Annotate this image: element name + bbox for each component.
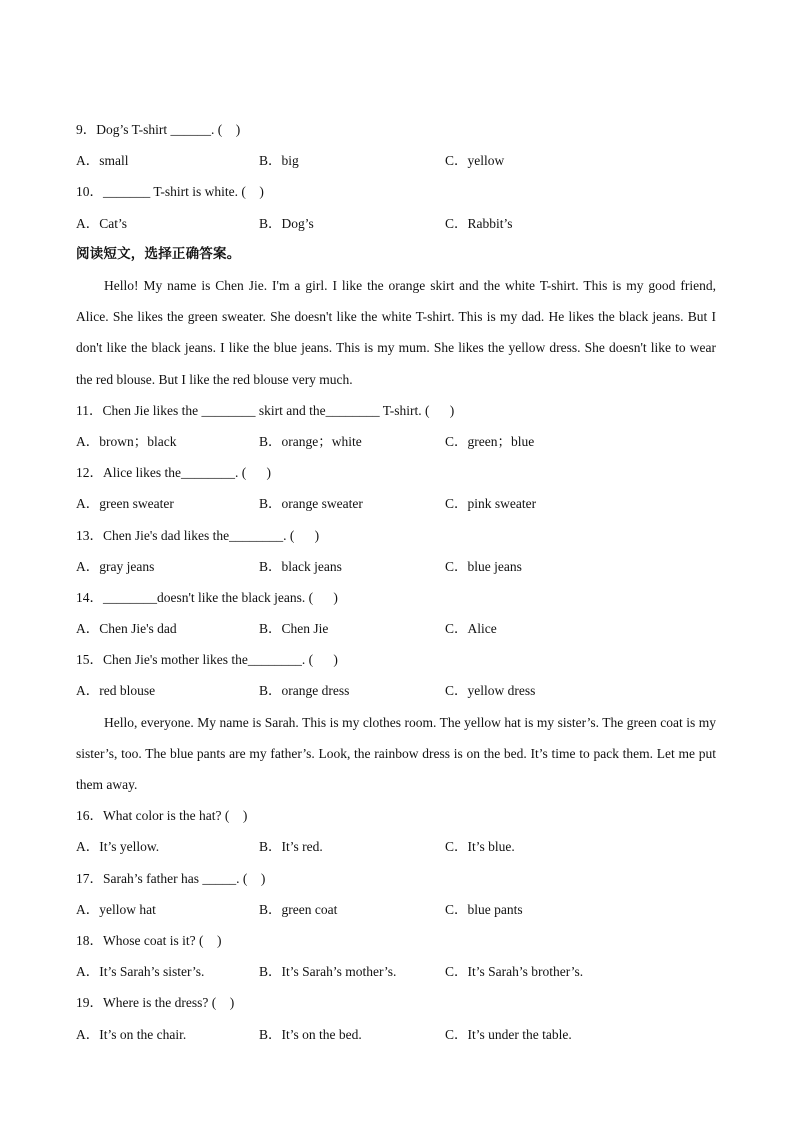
question-11: 11．Chen Jie likes the ________ skirt and the________ T-shirt. ( ) [76,402,455,418]
question-12: 12．Alice likes the________. ( ) [76,465,271,481]
option-a: A．yellow hat [76,901,156,917]
option-b: B．orange sweater [259,496,363,512]
option-c: C．yellow dress [445,683,536,699]
question-10: 10．_______ T-shirt is white. ( ) [76,184,264,200]
option-c: C．yellow [445,153,505,169]
option-b: B．Chen Jie [259,621,329,637]
options-row-15 [76,675,718,706]
option-c: C．It’s blue. [445,839,515,855]
question-14: 14．________doesn't like the black jeans. ( ) [76,589,338,605]
reading-section-heading: 阅读短文，选择正确答案。 [76,245,241,262]
options-row-17 [76,894,718,925]
option-a: A．red blouse [76,683,156,699]
option-a: A．gray jeans [76,558,155,574]
option-c: C．blue pants [445,901,523,917]
reading-passage-2: Hello, everyone. My name is Sarah. This is my clothes room. The yellow hat is my sister’s. The green coat is my sister’s, too. The blue pants are my father’s. Look, the rainbow dress is on the bed. It’s time to pack them. Let me put them away. [76,714,716,793]
option-c: C．pink sweater [445,496,537,512]
page-content [76,114,718,1050]
option-b: B．It’s on the bed. [259,1026,362,1042]
options-row-14 [76,613,718,644]
question-9: 9．Dog’s T-shirt ______. ( ) [76,122,241,137]
options-row-11 [76,426,718,457]
question-18: 18．Whose coat is it? ( ) [76,932,222,948]
option-a: A．brown；black [76,433,177,449]
options-row-16 [76,831,718,862]
option-a: A．It’s yellow. [76,839,160,855]
question-17: 17．Sarah’s father has _____. ( ) [76,870,266,886]
question-13: 13．Chen Jie's dad likes the________. ( ) [76,527,320,543]
option-b: B．orange；white [259,433,362,449]
option-b: B．black jeans [259,558,342,574]
option-a: A．It’s on the chair. [76,1026,187,1042]
option-a: A．It’s Sarah’s sister’s. [76,964,205,980]
options-row-18 [76,956,718,987]
option-b: B．orange dress [259,683,350,699]
option-a: A．small [76,153,129,169]
options-row-13 [76,551,718,582]
option-c: C．Alice [445,621,497,637]
option-c: C．It’s Sarah’s brother’s. [445,964,584,980]
options-row-19 [76,1019,718,1050]
option-b: B．It’s red. [259,839,323,855]
option-c: C．Rabbit’s [445,215,513,231]
question-15: 15．Chen Jie's mother likes the________. ( ) [76,652,338,668]
option-b: B．green coat [259,901,338,917]
option-b: B．It’s Sarah’s mother’s. [259,964,397,980]
options-row-9 [76,145,718,176]
option-b: B．big [259,153,299,169]
question-16: 16．What color is the hat? ( ) [76,808,248,824]
option-a: A．Cat’s [76,215,128,231]
option-c: C．green；blue [445,433,535,449]
option-b: B．Dog’s [259,215,314,231]
option-c: C．blue jeans [445,558,522,574]
option-a: A．Chen Jie's dad [76,621,177,637]
option-c: C．It’s under the table. [445,1026,572,1042]
reading-passage-1: Hello! My name is Chen Jie. I'm a girl. I like the orange skirt and the white T-shirt. This is my good friend, Alice. She likes the green sweater. She doesn't like the white T-shirt. This is my dad. He likes the black jeans. But I don't like the black jeans. I like the blue jeans. This is my mum. She likes the yellow dress. She doesn't like to wear the red blouse. But I like the red blouse very much. [76,277,716,387]
options-row-12 [76,488,718,519]
option-a: A．green sweater [76,496,174,512]
options-row-10 [76,208,718,239]
question-19: 19．Where is the dress? ( ) [76,995,235,1011]
